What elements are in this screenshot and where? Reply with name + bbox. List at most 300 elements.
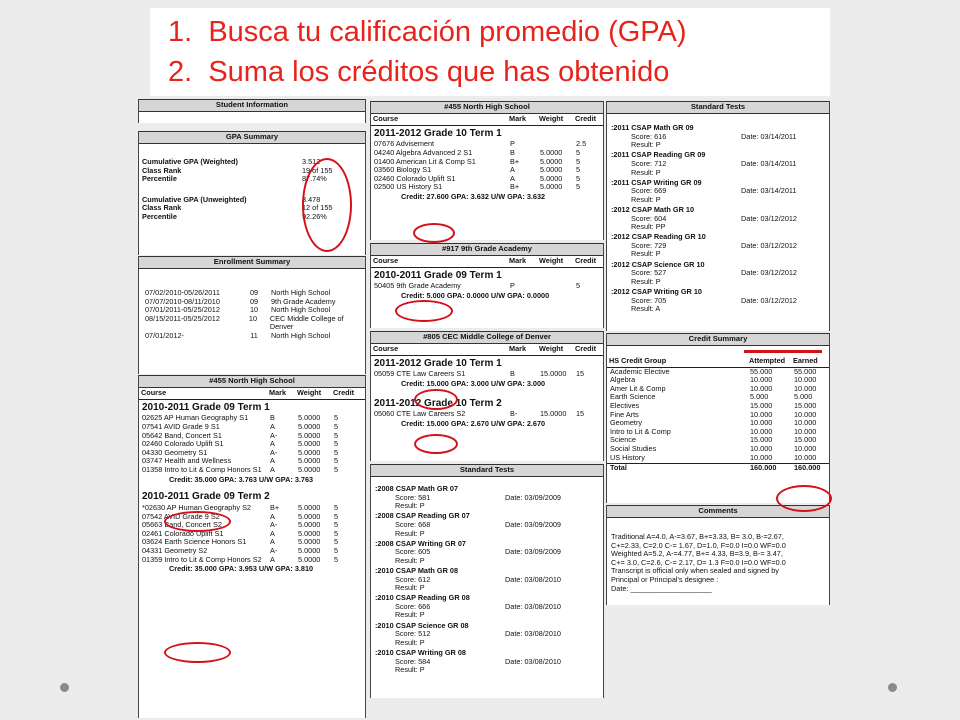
course-mark: A xyxy=(270,440,275,449)
credit-row xyxy=(607,445,829,454)
course-weight: 5.0000 xyxy=(298,414,321,423)
course-weight: 5.0000 xyxy=(540,166,563,175)
standard-tests-right-header: Standard Tests xyxy=(607,101,829,114)
test-score: Score: 581 xyxy=(395,492,431,502)
credit-total-attempted: 160.000 xyxy=(750,464,777,473)
enrollment-summary-header: Enrollment Summary xyxy=(139,256,365,269)
test-result: Result: P xyxy=(631,194,661,204)
comment-line: C+= 3.0, C=2.6, C-= 2.17, D= 1.3 F=0.0 I=0.0 WF=0.0 xyxy=(611,557,786,567)
enrollment-school: North High School xyxy=(271,332,331,340)
course-credit: 5 xyxy=(334,547,339,556)
gpa-value: 19 of 155 xyxy=(302,165,333,175)
test-date: Date: 03/08/2010 xyxy=(505,629,561,639)
credit-group: Fine Arts xyxy=(610,410,639,419)
credit-attempted: 10.000 xyxy=(750,376,773,385)
test-name: :2011 CSAP Math GR 09 xyxy=(611,122,694,132)
col-attempted: Attempted xyxy=(749,355,786,365)
enrollment-summary-panel xyxy=(138,256,366,374)
course-name: 07541 AVID Grade 9 S1 xyxy=(142,422,220,431)
course-name: 01358 Intro to Lit & Comp Honors S1 xyxy=(142,466,262,475)
gpa-label: Cumulative GPA (Weighted) xyxy=(142,156,238,166)
test-score: Score: 712 xyxy=(631,158,667,168)
credit-attempted: 10.000 xyxy=(750,427,773,436)
credit-total-row xyxy=(607,463,829,473)
test-date: Date: 03/09/2009 xyxy=(505,519,561,529)
enrollment-list xyxy=(139,269,365,341)
credit-group: Geometry xyxy=(610,419,643,428)
course-mark: B xyxy=(270,414,275,423)
test-entry xyxy=(371,622,603,648)
credit-earned: 15.000 xyxy=(794,402,817,410)
gpa-label: Percentile xyxy=(142,212,177,221)
gpa-value: 92.26% xyxy=(302,212,327,221)
course-credit: 5 xyxy=(576,174,581,183)
course-mark: B xyxy=(510,148,515,157)
test-result: Result: P xyxy=(631,167,661,177)
test-date: Date: 03/12/2012 xyxy=(741,213,797,223)
course-row xyxy=(371,149,603,158)
col-weight: Weight xyxy=(539,113,564,123)
test-date: Date: 03/08/2010 xyxy=(505,656,561,666)
course-weight xyxy=(540,140,576,149)
enrollment-school: 9th Grade Academy xyxy=(271,297,336,306)
course-name: 05060 CTE Law Careers S2 xyxy=(374,410,466,419)
enrollment-row xyxy=(142,315,362,332)
test-name: :2012 CSAP Reading GR 10 xyxy=(611,232,706,242)
credit-row xyxy=(607,393,829,402)
course-row xyxy=(139,449,365,458)
academy-term xyxy=(371,270,603,302)
course-mark: A xyxy=(270,512,275,521)
test-score: Score: 512 xyxy=(395,629,431,639)
credit-highlight-circle xyxy=(395,300,453,322)
credit-group: Algebra xyxy=(610,376,636,385)
course-credit: 5 xyxy=(576,282,581,291)
test-result: Result: P xyxy=(631,249,661,259)
test-date: Date: 03/12/2012 xyxy=(741,295,797,305)
enrollment-row xyxy=(142,306,362,315)
course-row xyxy=(371,158,603,167)
course-name: 07542 AVID Grade 9 S2 xyxy=(142,512,220,521)
test-score: Score: 527 xyxy=(631,268,667,278)
credit-row xyxy=(607,376,829,385)
test-result: Result: P xyxy=(631,276,661,286)
test-date: Date: 03/12/2012 xyxy=(741,240,797,250)
test-result: Result: P xyxy=(631,140,661,150)
credit-highlight-circle xyxy=(414,434,458,454)
course-mark: A- xyxy=(270,521,278,530)
test-result: Result: A xyxy=(631,304,661,314)
course-row xyxy=(371,370,603,379)
north-high-left-header: #455 North High School xyxy=(139,375,365,388)
credit-summary-rows xyxy=(607,368,829,463)
north-left-terms xyxy=(139,402,365,575)
test-name: :2010 CSAP Math GR 08 xyxy=(375,565,458,575)
comment-line: Weighted A=5.2, A-=4.77, B+= 4.33, B=3.9, B-= 3.47, xyxy=(611,549,783,559)
standard-tests-mid-panel xyxy=(370,464,604,698)
credit-attempted: 5.000 xyxy=(750,393,769,402)
credit-row xyxy=(607,419,829,428)
test-date: Date: 03/09/2009 xyxy=(505,492,561,502)
credit-earned: 15.000 xyxy=(794,436,817,445)
course-mark: B+ xyxy=(510,157,520,166)
course-name: 05642 Band, Concert S1 xyxy=(142,431,222,440)
credit-summary-header: Credit Summary xyxy=(607,333,829,346)
test-date: Date: 03/14/2011 xyxy=(741,131,797,141)
gpa-value: 12 of 155 xyxy=(302,203,333,213)
test-score: Score: 612 xyxy=(395,574,431,584)
course-name: 04240 Algebra Advanced 2 S1 xyxy=(374,148,473,157)
course-credit: 5 xyxy=(334,504,339,513)
credit-col-header xyxy=(607,356,829,368)
course-name: 50405 9th Grade Academy xyxy=(374,282,461,291)
credit-group: Amer Lit & Comp xyxy=(610,384,666,393)
credit-row xyxy=(607,436,829,445)
course-row xyxy=(371,140,603,149)
standard-tests-right-list xyxy=(607,114,829,314)
test-entry xyxy=(607,206,829,232)
credit-attempted: 10.000 xyxy=(750,410,773,419)
course-credit: 5 xyxy=(334,440,339,449)
course-credit: 5 xyxy=(334,529,339,538)
credit-row xyxy=(607,428,829,437)
course-row xyxy=(139,556,365,565)
enrollment-grade: 09 xyxy=(249,288,259,297)
course-credit: 5 xyxy=(334,555,339,564)
test-score: Score: 605 xyxy=(395,547,431,557)
course-name: 02460 Colorado Uplift S1 xyxy=(374,174,456,183)
test-result: Result: P xyxy=(395,555,425,565)
test-score: Score: 669 xyxy=(631,186,667,196)
course-row xyxy=(371,410,603,419)
test-entry xyxy=(607,179,829,205)
gpa-value: 87.74% xyxy=(302,174,327,184)
credit-attempted: 15.000 xyxy=(750,436,773,445)
course-row xyxy=(139,423,365,432)
course-row xyxy=(371,166,603,175)
enrollment-school: North High School xyxy=(271,306,331,315)
gpa-label: Cumulative GPA (Unweighted) xyxy=(142,194,247,204)
test-entry xyxy=(607,233,829,259)
instruction-1-number: 1. xyxy=(168,16,193,48)
test-name: :2012 CSAP Writing GR 10 xyxy=(611,286,702,296)
credit-earned: 5.000 xyxy=(794,393,813,402)
course-row xyxy=(139,466,365,475)
course-name: 02460 Colorado Uplift S1 xyxy=(142,440,224,449)
test-entry xyxy=(607,261,829,287)
credit-total-label: Total xyxy=(610,464,627,473)
course-row xyxy=(371,175,603,184)
test-date: Date: 03/09/2009 xyxy=(505,547,561,557)
standard-tests-right-panel xyxy=(606,101,830,331)
col-weight: Weight xyxy=(539,343,564,353)
course-col-header xyxy=(371,114,603,126)
credit-group: Social Studies xyxy=(610,445,657,454)
test-date: Date: 03/14/2011 xyxy=(741,186,797,196)
test-score: Score: 604 xyxy=(631,213,667,223)
course-mark: B+ xyxy=(270,504,280,513)
comment-line: C+=2.33, C=2.0 C-= 1.67, D=1.0, F=0.0 I=0.0 WF=0.0 xyxy=(611,540,786,550)
student-info-panel xyxy=(138,99,366,123)
course-credit: 15 xyxy=(576,370,585,379)
credit-highlight-circle xyxy=(164,642,231,663)
course-weight: 15.0000 xyxy=(540,370,567,379)
term-title: 2011-2012 Grade 10 Term 2 xyxy=(374,397,502,409)
north-high-panel-mid xyxy=(370,101,604,240)
course-name: 01400 American Lit & Comp S1 xyxy=(374,157,476,166)
course-weight: 15.0000 xyxy=(540,410,567,419)
term-title: 2011-2012 Grade 10 Term 1 xyxy=(374,127,502,139)
instruction-2-number: 2. xyxy=(168,56,193,88)
enrollment-grade: 10 xyxy=(248,314,258,323)
course-credit: 5 xyxy=(334,414,339,423)
course-name: *02630 AP Human Geography S2 xyxy=(142,504,251,513)
enrollment-dates: 07/01/2011-05/25/2012 xyxy=(145,306,220,315)
term-title: 2011-2012 Grade 10 Term 1 xyxy=(374,357,502,369)
gpa-summary-header: GPA Summary xyxy=(139,131,365,144)
comments-header: Comments xyxy=(607,505,829,518)
comment-line: Traditional A=4.0, A-=3.67, B+=3.33, B= 3.0, B-=2.67, xyxy=(611,531,784,541)
course-row xyxy=(139,530,365,539)
course-name: 02500 US History S1 xyxy=(374,183,443,192)
term-title: 2010-2011 Grade 09 Term 1 xyxy=(142,401,270,413)
course-credit: 5 xyxy=(334,431,339,440)
course-mark: A- xyxy=(270,431,278,440)
test-result: Result: P xyxy=(395,665,425,675)
course-weight: 5.0000 xyxy=(298,547,321,556)
test-score: Score: 666 xyxy=(395,601,431,611)
test-entry xyxy=(371,485,603,511)
course-mark: A xyxy=(270,422,275,431)
credit-attempted: 10.000 xyxy=(750,419,773,428)
credit-row xyxy=(607,402,829,411)
credit-group: Academic Elective xyxy=(610,367,670,376)
gpa-highlight-circle xyxy=(302,158,352,252)
credit-earned: 10.000 xyxy=(794,384,817,393)
course-col-header xyxy=(371,256,603,268)
test-name: :2010 CSAP Science GR 08 xyxy=(375,620,469,630)
instruction-2 xyxy=(168,56,669,89)
test-entry xyxy=(607,124,829,150)
credit-earned: 10.000 xyxy=(794,427,817,436)
col-credit: Credit xyxy=(575,255,597,265)
test-score: Score: 729 xyxy=(631,240,667,250)
col-credit: Credit xyxy=(333,387,355,397)
course-name: 03624 Earth Science Honors S1 xyxy=(142,538,247,547)
course-credit: 5 xyxy=(334,422,339,431)
gpa-label: Class Rank xyxy=(142,203,182,213)
credit-earned: 10.000 xyxy=(794,445,817,454)
gpa-label: Percentile xyxy=(142,174,177,184)
enrollment-grade: 09 xyxy=(249,297,259,306)
course-weight: 5.0000 xyxy=(298,504,321,513)
comments-text xyxy=(607,518,829,593)
comments-panel xyxy=(606,505,830,605)
comment-line: Transcript is official only when sealed and signed by xyxy=(611,566,779,576)
course-name: 02625 AP Human Geography S1 xyxy=(142,414,249,423)
term-total: Credit: 35.000 GPA: 3.763 U/W GPA: 3.763 xyxy=(169,474,314,484)
north-mid-term xyxy=(371,128,603,203)
student-info-header: Student Information xyxy=(139,99,365,112)
credit-earned: 10.000 xyxy=(794,453,817,462)
course-credit: 5 xyxy=(576,166,581,175)
test-name: :2010 CSAP Writing GR 08 xyxy=(375,647,466,657)
col-course: Course xyxy=(373,255,399,265)
course-credit: 5 xyxy=(576,157,581,166)
course-mark: B xyxy=(510,370,515,379)
course-credit: 5 xyxy=(334,512,339,521)
course-credit: 5 xyxy=(576,183,581,192)
course-credit: 5 xyxy=(334,521,339,530)
earned-underline xyxy=(744,350,822,353)
course-row xyxy=(139,432,365,441)
course-row xyxy=(139,547,365,556)
col-mark: Mark xyxy=(509,343,527,353)
test-date: Date: 03/08/2010 xyxy=(505,601,561,611)
col-credit-group: HS Credit Group xyxy=(609,355,667,365)
course-mark: A xyxy=(270,457,275,466)
test-score: Score: 616 xyxy=(631,131,667,141)
course-weight: 5.0000 xyxy=(298,466,321,475)
enrollment-row xyxy=(142,332,362,341)
course-mark: A xyxy=(270,538,275,547)
term-title: 2010-2011 Grade 09 Term 1 xyxy=(374,269,502,281)
instruction-1 xyxy=(168,16,686,49)
course-name: 03560 Biology S1 xyxy=(374,166,432,175)
course-mark: A xyxy=(270,529,275,538)
col-mark: Mark xyxy=(509,255,527,265)
col-mark: Mark xyxy=(509,113,527,123)
course-row xyxy=(139,440,365,449)
credit-attempted: 55.000 xyxy=(750,367,773,376)
credit-total-earned: 160.000 xyxy=(794,464,821,473)
course-row xyxy=(139,414,365,423)
test-score: Score: 668 xyxy=(395,519,431,529)
credit-group: Electives xyxy=(610,402,640,410)
term-title: 2010-2011 Grade 09 Term 2 xyxy=(142,491,270,503)
col-earned: Earned xyxy=(793,355,818,365)
course-mark: A xyxy=(270,555,275,564)
term-total: Credit: 15.000 GPA: 3.000 U/W GPA: 3.000 xyxy=(401,378,546,388)
course-weight: 5.0000 xyxy=(298,448,321,457)
course-mark: A xyxy=(510,166,515,175)
enrollment-dates: 07/02/2010-05/26/2011 xyxy=(145,288,220,297)
gpa-label: Class Rank xyxy=(142,165,182,175)
course-weight: 5.0000 xyxy=(298,538,321,547)
col-credit: Credit xyxy=(575,343,597,353)
course-weight: 5.0000 xyxy=(298,422,321,431)
test-result: Result: P xyxy=(395,610,425,620)
course-mark: A xyxy=(510,174,515,183)
course-row xyxy=(139,538,365,547)
credit-row xyxy=(607,385,829,394)
course-mark: A xyxy=(270,466,275,475)
test-date: Date: 03/14/2011 xyxy=(741,158,797,168)
enrollment-school: CEC Middle College of Denver xyxy=(269,314,344,332)
test-name: :2011 CSAP Reading GR 09 xyxy=(611,150,706,160)
course-col-header xyxy=(139,388,365,400)
test-entry xyxy=(371,512,603,538)
col-credit: Credit xyxy=(575,113,597,123)
course-weight: 5.0000 xyxy=(298,457,321,466)
test-score: Score: 705 xyxy=(631,295,667,305)
comment-line: Date: ____________________ xyxy=(611,583,712,593)
credit-earned: 10.000 xyxy=(794,419,817,428)
test-entry xyxy=(371,567,603,593)
test-name: :2008 CSAP Reading GR 07 xyxy=(375,511,470,521)
credit-earned: 10.000 xyxy=(794,410,817,419)
course-mark: P xyxy=(510,282,515,291)
course-credit: 5 xyxy=(334,448,339,457)
credit-earned: 10.000 xyxy=(794,376,817,385)
academy-header: #917 9th Grade Academy xyxy=(371,243,603,256)
enrollment-row xyxy=(142,289,362,298)
enrollment-dates: 07/01/2012- xyxy=(145,332,184,340)
next-slide-dot-icon[interactable] xyxy=(888,683,897,692)
course-row xyxy=(371,282,603,291)
cec-header: #805 CEC Middle College of Denver xyxy=(371,331,603,344)
course-mark: B+ xyxy=(510,183,520,192)
course-name: 02461 Colorado Uplift S1 xyxy=(142,529,224,538)
col-course: Course xyxy=(373,343,399,353)
credit-attempted: 10.000 xyxy=(750,384,773,393)
course-mark: B- xyxy=(510,410,518,419)
credit-group: Science xyxy=(610,436,636,445)
test-name: :2011 CSAP Writing GR 09 xyxy=(611,177,702,187)
credit-highlight-circle xyxy=(414,389,458,410)
term-total: Credit: 5.000 GPA: 0.0000 U/W GPA: 0.0000 xyxy=(401,290,550,300)
course-credit: 5 xyxy=(334,466,339,475)
course-name: 04330 Geometry S1 xyxy=(142,448,208,457)
credit-attempted: 10.000 xyxy=(750,445,773,454)
prev-slide-dot-icon[interactable] xyxy=(60,683,69,692)
enrollment-dates: 08/15/2011-05/25/2012 xyxy=(145,314,220,323)
standard-tests-mid-header: Standard Tests xyxy=(371,464,603,477)
instruction-2-text: Suma los créditos que has obtenido xyxy=(208,56,670,88)
enrollment-dates: 07/07/2010-08/11/2010 xyxy=(145,297,220,306)
course-name: 03747 Health and Wellness xyxy=(142,457,232,466)
credit-earned: 55.000 xyxy=(794,367,817,376)
test-entry xyxy=(371,649,603,675)
course-name: 04331 Geometry S2 xyxy=(142,547,208,556)
test-entry xyxy=(371,594,603,620)
credit-row xyxy=(607,368,829,377)
course-weight: 5.0000 xyxy=(540,157,563,166)
course-row xyxy=(139,457,365,466)
course-col-header xyxy=(371,344,603,356)
instruction-1-text: Busca tu calificación promedio (GPA) xyxy=(208,16,687,48)
test-date: Date: 03/08/2010 xyxy=(505,574,561,584)
course-name: 05663 Band, Concert S2 xyxy=(142,521,222,530)
test-entry xyxy=(371,540,603,566)
credit-group: Earth Science xyxy=(610,393,656,402)
credit-row xyxy=(607,454,829,463)
test-name: :2012 CSAP Math GR 10 xyxy=(611,204,694,214)
col-course: Course xyxy=(373,113,399,123)
test-date: Date: 03/12/2012 xyxy=(741,268,797,278)
course-row xyxy=(371,183,603,192)
test-entry xyxy=(607,288,829,314)
course-credit: 5 xyxy=(334,457,339,466)
gpa-value: 3.512 xyxy=(302,156,321,166)
credit-highlight-circle xyxy=(164,511,231,532)
test-result: Result: P xyxy=(395,637,425,647)
course-credit: 5 xyxy=(576,148,581,157)
course-credit: 2.5 xyxy=(576,140,587,149)
course-weight xyxy=(540,282,576,291)
north-high-mid-header: #455 North High School xyxy=(371,101,603,114)
course-weight: 5.0000 xyxy=(298,440,321,449)
